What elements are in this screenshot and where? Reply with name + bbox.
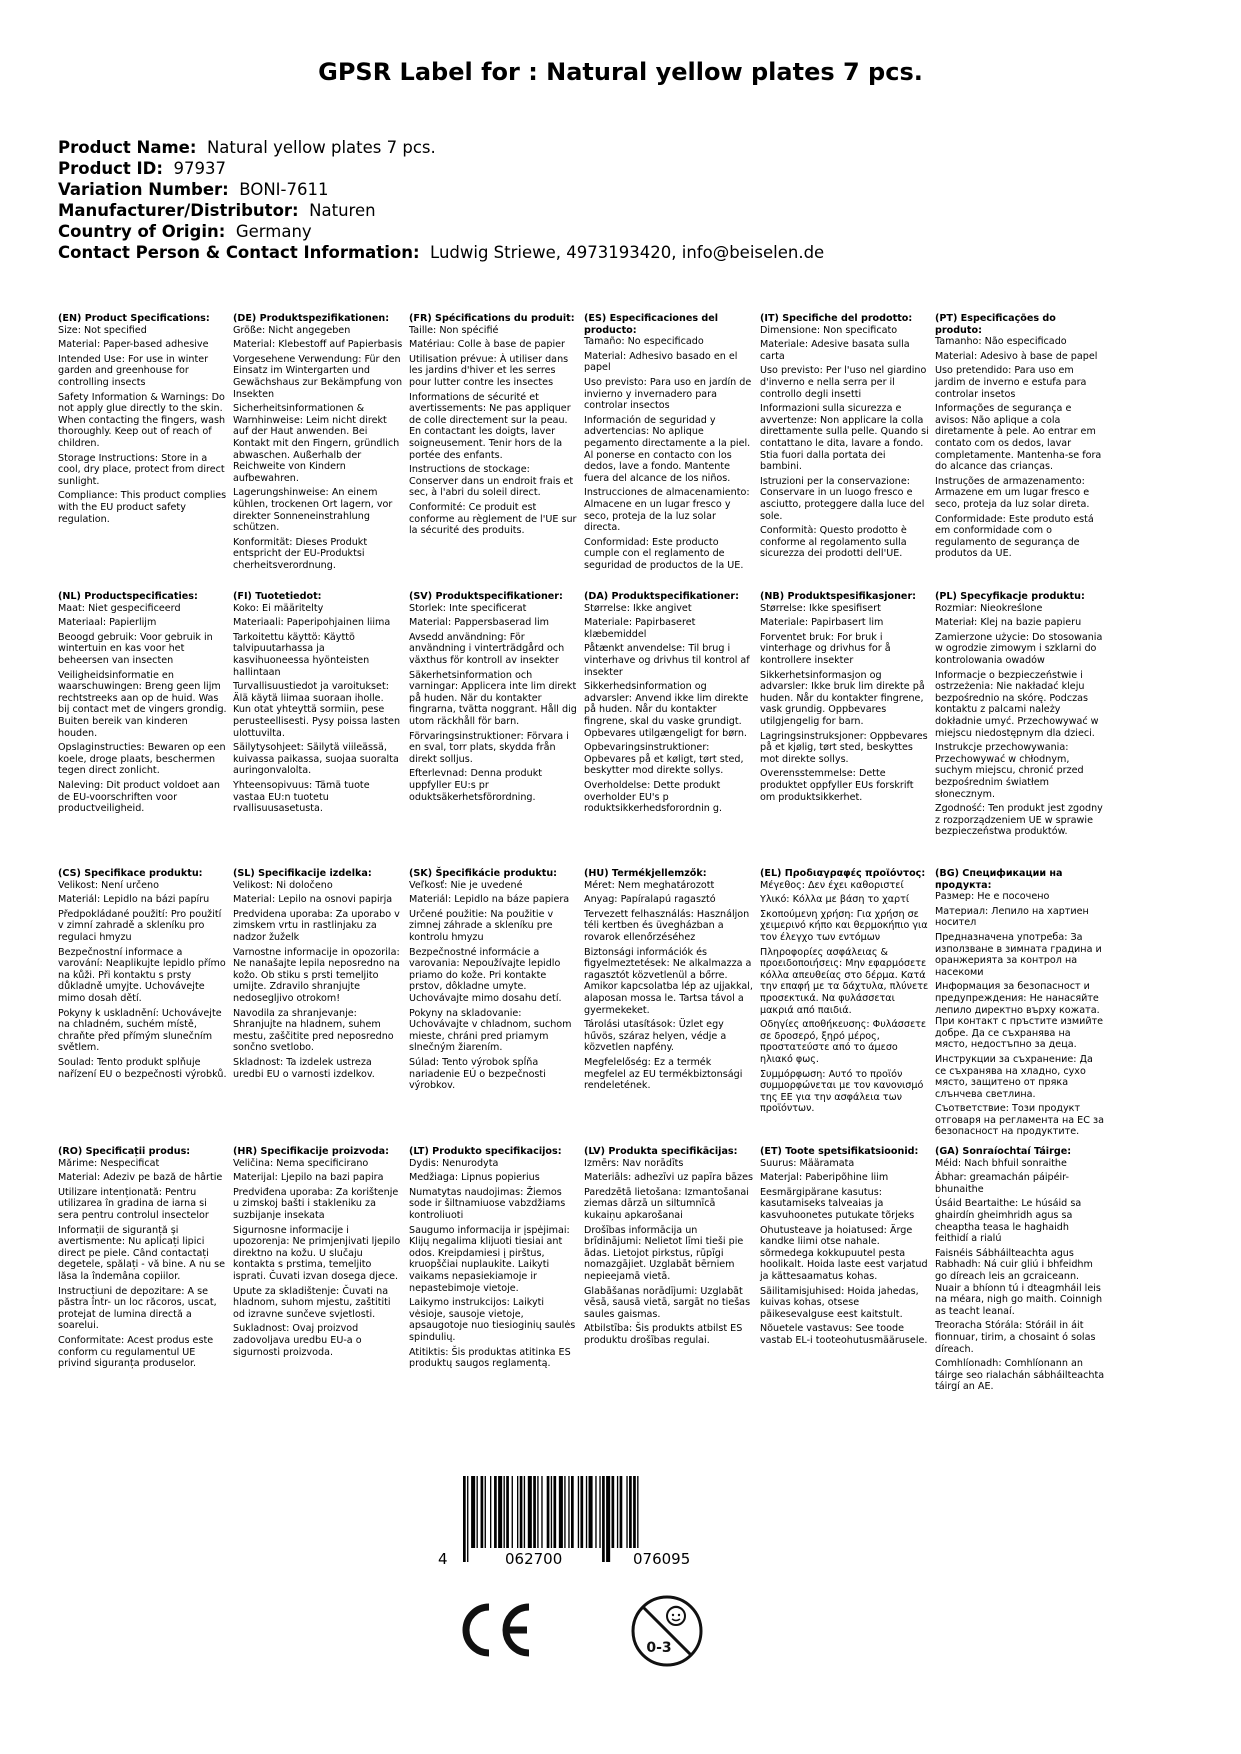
spec-item: Beoogd gebruik: Voor gebruik in wintertuin en kas voor het beheersen van insecten [58, 631, 213, 666]
spec-item: Tarkoitettu käyttö: Käyttö talvipuutarhassa ja kasvihuoneessa hyönteisten hallintaan [233, 631, 370, 678]
spec-item: Μέγεθος: Δεν έχει καθοριστεί [760, 879, 904, 891]
spec-header: (PT) Especificações do produto: [935, 313, 1056, 336]
barcode-bar [571, 1476, 574, 1548]
barcode-bar [612, 1476, 615, 1548]
barcode-bar [520, 1476, 523, 1548]
spec-header: (FI) Tuotetiedot: [233, 591, 322, 602]
spec-item: Conformidad: Este producto cumple con el reglamento de seguridad de productos de la UE. [584, 536, 744, 571]
spec-item: Størrelse: Ikke spesifisert [760, 602, 881, 614]
spec-item: Материал: Лепило на хартиен носител [935, 905, 1089, 929]
product-id-row [58, 158, 824, 179]
barcode-bar [485, 1476, 486, 1548]
barcode-bar [633, 1476, 636, 1548]
spec-header: (LV) Produkta specifikācijas: [584, 1146, 738, 1157]
spec-item: Conformité: Ce produit est conforme au règlement de l'UE sur la sécurité des produits. [409, 501, 577, 537]
spec-item: Yhteensopivuus: Tämä tuote vastaa EU:n tuotetu rvallisuusasetusta. [233, 779, 370, 815]
spec-item: Safety Information & Warnings: Do not apply glue directly to the skin. When contacting the fingers, wash thoroughly. Keep out of reach of children. [58, 391, 226, 449]
barcode-bar [637, 1476, 638, 1548]
spec-item: Bezpečnostní informace a varování: Neaplikujte lepidlo přímo na kůži. Při kontaktu s prsty důkladně umyjte. Uchovávejte mimo dosah dětí. [58, 946, 226, 1004]
barcode-bar [512, 1476, 513, 1548]
spec-item: Material: Adeziv pe bază de hârtie [58, 1172, 223, 1184]
spec-item: Πληροφορίες ασφάλειας & προειδοποιήσεις: Μην εφαρμόσετε κόλλα απευθείας στο δέρμα. Κατά την επαφή με τα δάχτυλα, πλύνετε προσεκτικά. Να φυλάσσεται μακριά από παιδιά. [760, 946, 929, 1016]
spec-item: Informações de segurança e avisos: Não aplique a cola diretamente à pele. Ao entrar em contato com os dedos, lavar completamente. Mantenha-se fora do alcance das crianças. [935, 403, 1102, 473]
spec-item: Naleving: Dit product voldoet aan de EU-voorschriften voor productveiligheid. [58, 779, 220, 815]
barcode-bar [626, 1476, 627, 1548]
spec-item: Velikost: Ni določeno [233, 879, 333, 891]
spec-item: Nõuetele vastavus: See toode vastab EL-i tooteohutusmäärusele. [760, 1323, 928, 1346]
spec-item: Pokyny na skladovanie: Uchovávajte v chladnom, suchom mieste, chráni pred priamym slnečným žiarením. [409, 1007, 572, 1054]
spec-item: Lagringsinstruksjoner: Oppbevares på et kjølig, tørt sted, beskyttes mot direkte sollys. [760, 730, 928, 765]
spec-item: Storlek: Inte specificerat [409, 602, 527, 614]
country-row [58, 221, 824, 242]
spec-item: Méret: Nem meghatározott [584, 879, 715, 891]
spec-item: Anyag: Papíralapú ragasztó [584, 894, 716, 906]
spec-block [58, 868, 228, 1083]
country-label: Country of Origin: [58, 222, 226, 241]
age-label: 0-3 [646, 1640, 672, 1656]
spec-item: Materjal: Paberipõhine liim [760, 1172, 889, 1184]
barcode-bar [498, 1476, 502, 1548]
variation-number-value: BONI-7611 [239, 180, 329, 199]
spec-item: Dimensione: Non specificato [760, 324, 898, 336]
spec-item: Påtænkt anvendelse: Til brug i vinterhave og drivhus til kontrol af insekter [584, 643, 750, 678]
product-info [58, 137, 824, 263]
spec-item: Avsedd användning: För användning i vinterträdgård och växthus för kontroll av insekter [409, 631, 565, 666]
contact-value: Ludwig Striewe, 4973193420, info@beiselen.de [430, 243, 825, 262]
spec-item: Informations de sécurité et avertissements: Ne pas appliquer de colle directement sur la peau. En contactant les doigts, laver soigneusement. Tenir hors de la portée des enfants. [409, 391, 571, 461]
barcode-bar [629, 1476, 632, 1548]
spec-item: Saugumo informacija ir įspėjimai: Klijų negalima klijuoti tiesiai ant odos. Kreipdamiesi į pirštus, kruopščiai nuplaukite. Laikyti vaikams nepasiekiamoje ir nepastebimoje vietoje. [409, 1224, 570, 1294]
manufacturer-value: Naturen [309, 201, 376, 220]
spec-item: Material: Adhesivo basado en el papel [584, 350, 738, 374]
spec-header: (GA) Sonraíochtaí Táirge: [935, 1146, 1072, 1157]
spec-item: Material: Adesivo à base de papel [935, 350, 1098, 362]
spec-block [584, 868, 754, 1095]
spec-header: (SV) Produktspecifikationer: [409, 591, 563, 602]
barcode-bar [463, 1476, 466, 1562]
spec-item: Размер: Не е посочено [935, 891, 1050, 903]
spec-block [409, 591, 579, 806]
spec-block [233, 313, 403, 574]
barcode-bar [537, 1476, 538, 1548]
barcode-bar [595, 1476, 596, 1548]
spec-item: Sikkerhedsinformation og advarsler: Anvend ikke lim direkte på huden. Når du kontakter fingrene, skal du vaske grundigt. Opbevares utilgængeligt for børn. [584, 681, 749, 739]
spec-item: Megfelelőség: Ez a termék megfelel az EU termékbiztonsági rendeletének. [584, 1056, 743, 1092]
product-name-label: Product Name: [58, 138, 197, 157]
barcode-bar [599, 1476, 600, 1548]
barcode-bar [564, 1476, 565, 1548]
barcode-bar [568, 1476, 569, 1548]
spec-item: Předpokládané použití: Pro použití v zimní zahradě a skleníku pro regulaci hmyzu [58, 908, 222, 943]
spec-item: Säilitamisjuhised: Hoida jahedas, kuivas kohas, otsese päikesevalguse eest kaitstult. [760, 1285, 919, 1320]
spec-block [584, 591, 754, 818]
country-value: Germany [235, 222, 312, 241]
spec-item: Predvidena uporaba: Za uporabo v zimskem vrtu in rastlinjaku za nadzor žuželk [233, 908, 400, 943]
barcode-bar [481, 1476, 484, 1548]
spec-item: Υλικό: Κόλλα με βάση το χαρτί [760, 894, 910, 906]
spec-item: Tamanho: Não especificado [935, 336, 1067, 348]
spec-header: (ET) Toote spetsifikatsioonid: [760, 1146, 919, 1157]
spec-item: Taille: Non spécifié [409, 324, 499, 336]
spec-item: Informazioni sulla sicurezza e avvertenze: Non applicare la colla direttamente sulla pelle. Quando si contattano le dita, lavare a fondo. Stia fuori dalla portata dei bambini. [760, 403, 929, 473]
spec-block [58, 591, 228, 818]
age-warning-icon [628, 1592, 706, 1670]
barcode-bar [533, 1476, 536, 1548]
spec-block [584, 313, 754, 574]
spec-header: (CS) Specifikace produktu: [58, 868, 203, 879]
spec-grid [58, 313, 1238, 1463]
barcode-bar [589, 1476, 593, 1548]
spec-item: Maat: Niet gespecificeerd [58, 602, 181, 614]
spec-item: Uso previsto: Para uso en jardín de invierno y invernadero para controlar insectos [584, 376, 752, 412]
spec-item: Utilizare intenționată: Pentru utilizarea în gradina de iarna si sera pentru controlul insectelor [58, 1186, 209, 1221]
spec-item: Dydis: Nenurodyta [409, 1157, 499, 1169]
spec-item: Materiale: Papirbasert lim [760, 617, 884, 629]
barcode-bar [586, 1476, 587, 1548]
spec-header: (SL) Specifikacije izdelka: [233, 868, 372, 879]
spec-item: Sicherheitsinformationen & Warnhinweise: Leim nicht direkt auf der Haut anwenden. Bei Kontakt mit den Fingern, gründlich abwaschen. Außerhalb der Reichweite von Kindern aufbewahren. [233, 403, 400, 484]
barcode-bar [467, 1476, 468, 1562]
barcode-bar [528, 1476, 532, 1548]
spec-item: Upute za skladištenje: Čuvati na hladnom, suhom mjestu, zaštititi od izravne sunčeve svjetlosti. [233, 1285, 391, 1320]
spec-item: Zamierzone użycie: Do stosowania w ogrodzie zimowym i szklarni do kontrolowania owadów [935, 631, 1103, 666]
barcode-bar [504, 1476, 505, 1548]
spec-item: Veiligheidsinformatie en waarschuwingen: Breng geen lijm rechtstreeks aan op de huid. Was bij contact met de vingers grondig. Buiten bereik van kinderen houden. [58, 669, 227, 739]
spec-item: Instrukcje przechowywania: Przechowywać w chłodnym, suchym miejscu, chronić przed bezpośrednim światłem słonecznym. [935, 742, 1084, 800]
spec-item: Material: Lepilo na osnovi papirja [233, 894, 393, 906]
spec-item: Úsáid Beartaithe: Le húsáid sa ghairdín gheimhridh agus sa cheaptha teasa le haghaidh feithidí a rialú [935, 1198, 1082, 1245]
spec-item: Velikost: Není určeno [58, 879, 159, 891]
spec-item: Súlad: Tento výrobok spĺňa nariadenie EÚ o bezpečnosti výrobkov. [409, 1056, 546, 1092]
product-name-value: Natural yellow plates 7 pcs. [206, 138, 436, 157]
spec-item: Treoracha Stórála: Stóráil in áit fionnuar, tirim, a chosaint ó solas díreach. [935, 1320, 1096, 1355]
spec-block [935, 1146, 1105, 1396]
barcode-bar [578, 1476, 579, 1548]
spec-item: Größe: Nicht angegeben [233, 324, 351, 336]
barcode-bar [547, 1476, 550, 1548]
spec-item: Paredzētā lietošana: Izmantošanai ziemas dārzā un siltumnīcā kukaiņu apkarošanai [584, 1186, 749, 1221]
spec-item: Varnostne informacije in opozorila: Ne nanašajte lepila neposredno na kožo. Ob stiku s prsti temeljito umijte. Zdravilo shranjujte nedosegljivo otrokom! [233, 946, 400, 1004]
spec-item: Instrucțiuni de depozitare: A se păstra într- un loc răcoros, uscat, protejat de lumina directă a soarelui. [58, 1285, 217, 1332]
spec-block [233, 591, 403, 818]
spec-item: Conformità: Questo prodotto è conforme al regolamento sulla sicurezza dei prodotti dell'UE. [760, 525, 907, 560]
barcode-bar [524, 1476, 525, 1548]
spec-item: Инструкции за съхранение: Да се съхранява на хладно, сухо място, защитено от пряка слънчева светлина. [935, 1053, 1093, 1100]
spec-item: Οδηγίες αποθήκευσης: Φυλάσσετε σε δροσερό, ξηρό μέρος, προστατεύστε από το άμεσο ηλιακό φως. [760, 1019, 927, 1065]
spec-block [409, 313, 579, 540]
spec-item: Pokyny k uskladnění: Uchovávejte na chladném, suchém místě, chraňte před přímým slunečním světlem. [58, 1007, 222, 1054]
spec-item: Skladnost: Ta izdelek ustreza uredbi EU o varnosti izdelkov. [233, 1056, 375, 1080]
spec-block [584, 1146, 754, 1350]
barcode-bar [517, 1476, 518, 1548]
barcode-bar [580, 1476, 583, 1548]
spec-item: Navodila za shranjevanje: Shranjujte na hladnem, suhem mestu, zaščitite pred neposredno sončno svetlobo. [233, 1007, 394, 1054]
spec-item: Materiaali: Paperipohjainen liima [233, 617, 391, 629]
spec-block [935, 591, 1105, 841]
barcode-right-group: 076095 [633, 1550, 691, 1568]
spec-item: Material: Pappersbaserad lim [409, 617, 550, 629]
spec-block [58, 313, 228, 528]
spec-item: Sigurnosne informacije i upozorenja: Ne primjenjivati ljepilo direktno na kožu. U slučaju kontakta s prstima, temeljito isprati. Čuvati izvan dosega djece. [233, 1224, 401, 1282]
spec-item: Predviđena uporaba: Za korištenje u zimskoj bašti i stakleniku za suzbijanje insekata [233, 1186, 399, 1221]
manufacturer-label: Manufacturer/Distributor: [58, 201, 299, 220]
spec-header: (FR) Spécifications du produit: [409, 313, 575, 324]
spec-item: Intended Use: For use in winter garden and greenhouse for controlling insects [58, 353, 209, 388]
barcode-bar [559, 1476, 563, 1548]
spec-item: Size: Not specified [58, 324, 147, 336]
spec-item: Určené použitie: Na použitie v zimnej záhrade a skleníku pre kontrolu hmyzu [409, 908, 554, 943]
spec-item: Laikymo instrukcijos: Laikyti vėsioje, sausoje vietoje, apsaugotoje nuo tiesioginių saulės spindulių. [409, 1297, 576, 1343]
spec-header: (HU) Termékjellemzők: [584, 868, 707, 879]
barcode-first-digit: 4 [438, 1550, 448, 1568]
spec-header: (DA) Produktspecifikationer: [584, 591, 739, 602]
barcode-bar [551, 1476, 552, 1548]
spec-item: Suurus: Määramata [760, 1157, 855, 1169]
spec-item: Materiál: Lepidlo na bázi papíru [58, 894, 210, 906]
spec-block [760, 1146, 930, 1350]
spec-item: Información de seguridad y advertencias: No aplique pegamento directamente a la piel. Al ponerse en contacto con los dedos, lave a fondo. Mantente fuera del alcance de los niños. [584, 414, 751, 484]
spec-item: Uso pretendido: Para uso em jardim de inverno e estufa para controlar insetos [935, 365, 1087, 400]
spec-block [409, 1146, 579, 1373]
spec-item: Informații de siguranță și avertismente: Nu aplicați lipici direct pe piele. Când contactați degetele, spălați - vă bine. A nu se lăsa la îndemâna copiilor. [58, 1224, 225, 1282]
spec-item: Medžiaga: Lipnus popierius [409, 1172, 540, 1184]
spec-item: Veľkosť: Nie je uvedené [409, 879, 523, 891]
spec-item: Storage Instructions: Store in a cool, dry place, protect from direct sunlight. [58, 452, 225, 487]
product-name-row [58, 137, 824, 158]
spec-header: (RO) Specificații produs: [58, 1146, 191, 1157]
product-id-label: Product ID: [58, 159, 163, 178]
spec-item: Materiaal: Papierlijm [58, 617, 157, 629]
spec-block [58, 1146, 228, 1373]
barcode-bar [602, 1476, 605, 1562]
spec-item: Uso previsto: Per l'uso nel giardino d'inverno e nella serra per il controllo degli insetti [760, 365, 927, 400]
barcode-bar [506, 1476, 509, 1548]
spec-item: Forventet bruk: For bruk i vinterhage og drivhus for å kontrollere insekter [760, 631, 891, 666]
spec-item: Comhlíonadh: Comhlíonann an táirge seo rialachán sábháilteachta táirgí an AE. [935, 1358, 1105, 1393]
spec-item: Opbevaringsinstruktioner: Opbevares på et køligt, tørt sted, beskytter mod direkte sollys. [584, 742, 744, 777]
barcode-bar [494, 1476, 497, 1548]
spec-block [760, 591, 930, 806]
spec-item: Izmērs: Nav norādīts [584, 1157, 684, 1169]
spec-item: Faisnéis Sábháilteachta agus Rabhadh: Ná cuir gliú i bhfeidhm go díreach leis an gcraiceann. Nuair a bhíonn tú i dteagmháil leis na méara, nigh go maith. Coinnigh as teacht leanaí. [935, 1247, 1103, 1317]
spec-header: (SK) Špecifikácie produktu: [409, 868, 558, 879]
spec-item: Atbilstība: Šis produkts atbilst ES produktu drošības regulai. [584, 1323, 743, 1346]
spec-item: Σκοπούμενη χρήση: Για χρήση σε χειμερινό κήπο και θερμοκήπιο για τον έλεγχο των εντόμων [760, 908, 928, 943]
barcode-bar [620, 1476, 623, 1548]
spec-item: Materiál: Lepidlo na báze papiera [409, 894, 570, 906]
spec-item: Mărime: Nespecificat [58, 1157, 160, 1169]
spec-item: Ábhar: greamachán páipéir-bhunaithe [935, 1172, 1069, 1195]
spec-item: Instruções de armazenamento: Armazene em um lugar fresco e seco, proteja da luz solar direta. [935, 475, 1090, 510]
spec-item: Compliance: This product complies with the EU product safety regulation. [58, 490, 227, 525]
ce-mark-icon [455, 1602, 535, 1658]
spec-item: Conformidade: Este produto está em conformidade com o regulamento de segurança de produtos da UE. [935, 513, 1094, 560]
spec-header: (EN) Product Specifications: [58, 313, 210, 324]
spec-item: Opslaginstructies: Bewaren op een koele, droge plaats, beschermen tegen direct zonlicht. [58, 742, 226, 777]
spec-item: Materiale: Papirbaseret klæbemiddel [584, 617, 696, 640]
barcode-bar [471, 1476, 475, 1548]
spec-item: Informacje o bezpieczeństwie i ostrzeżenia: Nie nakładać kleju bezpośrednio na skórę. Podczas kontaktu z palcami należy dokładnie umyć. Przechowywać w miejscu niedostępnym dla dzieci. [935, 669, 1099, 739]
spec-item: Konformität: Dieses Produkt entspricht der EU-Produktsi cherheitsverordnung. [233, 536, 368, 571]
spec-item: Bezpečnostné informácie a varovania: Nepoužívajte lepidlo priamo do kože. Pri kontakte prstov, dôkladne umyte. Uchovávajte mimo dosahu detí. [409, 946, 562, 1004]
spec-item: Tervezett felhasználás: Használjon téli kertben és üvegházban a rovarok ellenőrzéséhez [584, 908, 750, 943]
spec-header: (LT) Produkto specifikacijos: [409, 1146, 562, 1157]
spec-block [409, 868, 579, 1095]
spec-block [935, 868, 1105, 1141]
variation-number-label: Variation Number: [58, 180, 229, 199]
spec-block [760, 868, 930, 1118]
spec-item: Tamaño: No especificado [584, 336, 704, 348]
spec-item: Matériau: Colle à base de papier [409, 339, 565, 351]
page-title: GPSR Label for : Natural yellow plates 7 pcs. [318, 58, 923, 86]
spec-item: Biztonsági információk és figyelmeztetések: Ne alkalmazza a ragasztót közvetlenül a bőrre. Amikor kapcsolatba lép az ujjakkal, alaposan mossa le. Tartsa távol a gyermekeket. [584, 946, 753, 1016]
barcode-bar [606, 1476, 610, 1562]
spec-block [233, 1146, 403, 1361]
variation-number-row [58, 179, 824, 200]
spec-item: Conformitate: Acest produs este conform cu regulamentul UE privind siguranța produselor. [58, 1334, 214, 1370]
spec-header: (PL) Specyfikacje produktu: [935, 591, 1085, 602]
spec-item: Instructions de stockage: Conserver dans un endroit frais et sec, à l'abri du soleil direct. [409, 464, 574, 499]
barcode-left-group: 062700 [505, 1550, 563, 1568]
spec-header: (NL) Productspecificaties: [58, 591, 198, 602]
spec-item: Materiāls: adhezīvi uz papīra bāzes [584, 1172, 753, 1184]
spec-item: Tárolási utasítások: Üzlet egy hűvös, száraz helyen, védje a közvetlen napfény. [584, 1019, 727, 1054]
barcode [438, 1476, 798, 1572]
spec-item: Efterlevnad: Denna produkt uppfyller EU:s pr oduktsäkerhetsförordning. [409, 768, 543, 803]
spec-item: Säkerhetsinformation och varningar: Applicera inte lim direkt på huden. När du kontakter fingrarna, tvätta noggrant. Håll dig utom räckhåll för barn. [409, 669, 577, 727]
spec-item: Rozmiar: Nieokreślone [935, 602, 1043, 614]
spec-item: Overholdelse: Dette produkt overholder EU's p roduktsikkerhedsforordnin g. [584, 779, 723, 815]
contact-row [58, 242, 824, 263]
spec-item: Materiał: Klej na bazie papieru [935, 617, 1082, 629]
barcode-bar [553, 1476, 556, 1548]
spec-item: Material: Paper-based adhesive [58, 339, 209, 351]
spec-block [233, 868, 403, 1083]
contact-label: Contact Person & Contact Information: [58, 243, 420, 262]
spec-item: Veličina: Nema specificirano [233, 1157, 369, 1169]
spec-header: (NB) Produktspesifikasjoner: [760, 591, 917, 602]
spec-item: Material: Klebestoff auf Papierbasis [233, 339, 403, 351]
spec-item: Sukladnost: Ovaj proizvod zadovoljava uredbu EU-a o sigurnosti proizvoda. [233, 1323, 362, 1358]
spec-item: Sikkerhetsinformasjon og advarsler: Ikke bruk lim direkte på huden. Når du kontakter fingrene, vask grundig. Oppbevares utilgjengelig for barn. [760, 669, 925, 727]
spec-item: Zgodność: Ten produkt jest zgodny z rozporządzeniem UE w sprawie bezpieczeństwa produktów. [935, 803, 1103, 838]
spec-item: Instrucciones de almacenamiento: Almacene en un lugar fresco y seco, proteja de la luz solar directa. [584, 487, 750, 534]
spec-header: (DE) Produktspezifikationen: [233, 313, 390, 324]
spec-item: Numatytas naudojimas: Žiemos sode ir šiltnamiuose vabzdžiams kontroliuoti [409, 1186, 566, 1221]
barcode-bar [541, 1476, 542, 1548]
barcode-bar [490, 1476, 491, 1548]
spec-item: Съответствие: Този продукт отговаря на регламента на ЕС за безопасност на продуктите. [935, 1103, 1104, 1138]
spec-item: Drošības informācija un brīdinājumi: Nelietot līmi tieši pie ādas. Lietojot pirkstus, rūpīgi nomazgājiet. Uzglabāt bērniem nepieejamā vietā. [584, 1224, 744, 1282]
spec-item: Turvallisuustiedot ja varoitukset: Älä käytä liimaa suoraan iholle. Kun otat yhteyttä sormiin, pese perusteellisesti. Pysy poissa lasten ulottuvilta. [233, 681, 401, 739]
product-id-value: 97937 [173, 159, 226, 178]
spec-block [760, 313, 930, 563]
spec-header: (EL) Προδιαγραφές προϊόντος: [760, 868, 926, 879]
spec-item: Koko: Ei määritelty [233, 602, 324, 614]
spec-item: Glabāšanas norādījumi: Uzglabāt vēsā, sausā vietā, sargāt no tiešas saules gaismas. [584, 1285, 751, 1320]
spec-item: Lagerungshinweise: An einem kühlen, trockenen Ort lagern, vor direkter Sonneneinstrahlung schützen. [233, 487, 393, 534]
spec-item: Vorgesehene Verwendung: Für den Einsatz im Wintergarten und Gewächshaus zur Bekämpfung von Insekten [233, 353, 403, 400]
barcode-bar [477, 1476, 478, 1548]
manufacturer-row [58, 200, 824, 221]
spec-item: Utilisation prévue: À utiliser dans les jardins d'hiver et les serres pour lutter contre les insectes [409, 353, 569, 388]
spec-item: Eesmärgipärane kasutus: kasutamiseks talveaias ja kasvuhoonetes putukate tõrjeks [760, 1186, 915, 1221]
spec-header: (BG) Спецификации на продукта: [935, 868, 1063, 891]
spec-item: Информация за безопасност и предупреждения: Не нанасяйте лепило директно върху кожата. При контакт с пръстите измийте добре. Да се съхранява на място, недостъпно за деца. [935, 981, 1104, 1051]
spec-item: Materiale: Adesive basata sulla carta [760, 339, 910, 362]
spec-item: Atitiktis: Šis produktas atitinka ES produktų saugos reglamentą. [409, 1346, 571, 1370]
spec-item: Förvaringsinstruktioner: Förvara i en sval, torr plats, skydda från direkt solljus. [409, 730, 569, 765]
spec-item: Συμμόρφωση: Αυτό το προϊόν συμμορφώνεται με τον κανονισμό της ΕΕ για την ασφάλεια των προϊόντων. [760, 1068, 924, 1115]
spec-header: (IT) Specifiche del prodotto: [760, 313, 913, 324]
spec-item: Overensstemmelse: Dette produktet oppfyller EUs forskrift om produktsikkerhet. [760, 768, 914, 803]
spec-item: Säilytysohjeet: Säilytä viileässä, kuivassa paikassa, suojaa suoralta auringonvalolta. [233, 742, 399, 777]
spec-item: Soulad: Tento produkt splňuje nařízení EU o bezpečnosti výrobků. [58, 1056, 227, 1080]
spec-item: Istruzioni per la conservazione: Conservare in un luogo fresco e asciutto, proteggere dalla luce del sole. [760, 475, 925, 522]
barcode-bar [617, 1476, 618, 1548]
spec-block [935, 313, 1105, 563]
spec-header: (HR) Specifikacije proizvoda: [233, 1146, 389, 1157]
spec-item: Предназначена употреба: За използване в зимната градина и оранжерията за контрол на насекоми [935, 931, 1102, 978]
spec-header: (ES) Especificaciones del producto: [584, 313, 719, 336]
spec-item: Materijal: Ljepilo na bazi papira [233, 1172, 384, 1184]
spec-item: Ohutusteave ja hoiatused: Ärge kandke liimi otse nahale. sõrmedega kokkupuutel pesta hoolikalt. Hoida laste eest varjatud ja kättesaamatus kohas. [760, 1224, 928, 1282]
spec-item: Størrelse: Ikke angivet [584, 602, 692, 614]
spec-item: Méid: Nach bhfuil sonraithe [935, 1157, 1067, 1169]
